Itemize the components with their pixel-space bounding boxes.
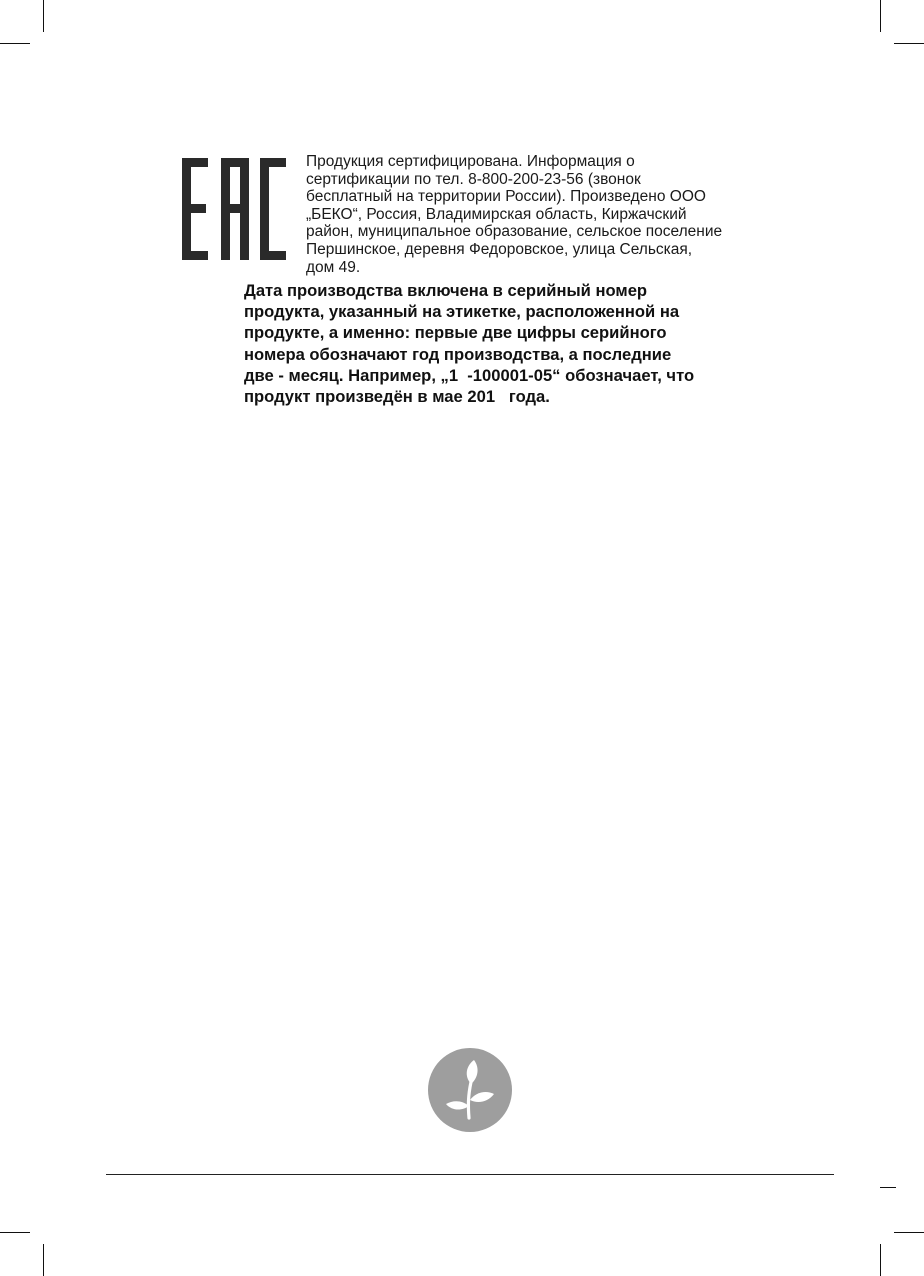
footer-rule (106, 1174, 834, 1175)
production-date-line: продукт произведён в мае 201 года. (244, 387, 550, 407)
certification-line: район, муниципальное образование, сельское поселение (306, 223, 723, 241)
eac-logo (182, 158, 286, 260)
certification-line: сертификации по тел. 8-800-200-23-56 (звонок (306, 170, 641, 188)
leaf-icon (428, 1048, 512, 1132)
certification-line: бесплатный на территории России). Произведено ООО (306, 188, 706, 206)
production-date-line: продукте, а именно: первые две цифры серийного (244, 323, 667, 343)
crop-mark (0, 1232, 30, 1233)
crop-mark (880, 0, 881, 32)
certification-line: „БЕКО“, Россия, Владимирская область, Киржачский (306, 205, 687, 223)
production-date-line: номера обозначают год производства, а последние (244, 344, 672, 364)
certification-text (306, 153, 746, 276)
crop-mark (894, 43, 924, 44)
production-date-line: продукта, указанный на этикетке, расположенной на (244, 302, 680, 322)
certification-line: Продукция сертифицирована. Информация о (306, 153, 635, 170)
production-date-text (244, 280, 744, 407)
crop-mark (0, 43, 30, 44)
certification-line: Першинское, деревня Федоровское, улица Сельская, (306, 240, 693, 258)
crop-mark (43, 0, 44, 32)
certification-line: дом 49. (306, 258, 361, 276)
crop-mark (894, 1232, 924, 1233)
crop-mark (880, 1244, 881, 1276)
page-mark (880, 1187, 896, 1188)
production-date-line: две - месяц. Например, „1 -100001-05“ обозначает, что (244, 365, 695, 385)
production-date-line: Дата производства включена в серийный номер (244, 281, 648, 300)
crop-mark (43, 1244, 44, 1276)
